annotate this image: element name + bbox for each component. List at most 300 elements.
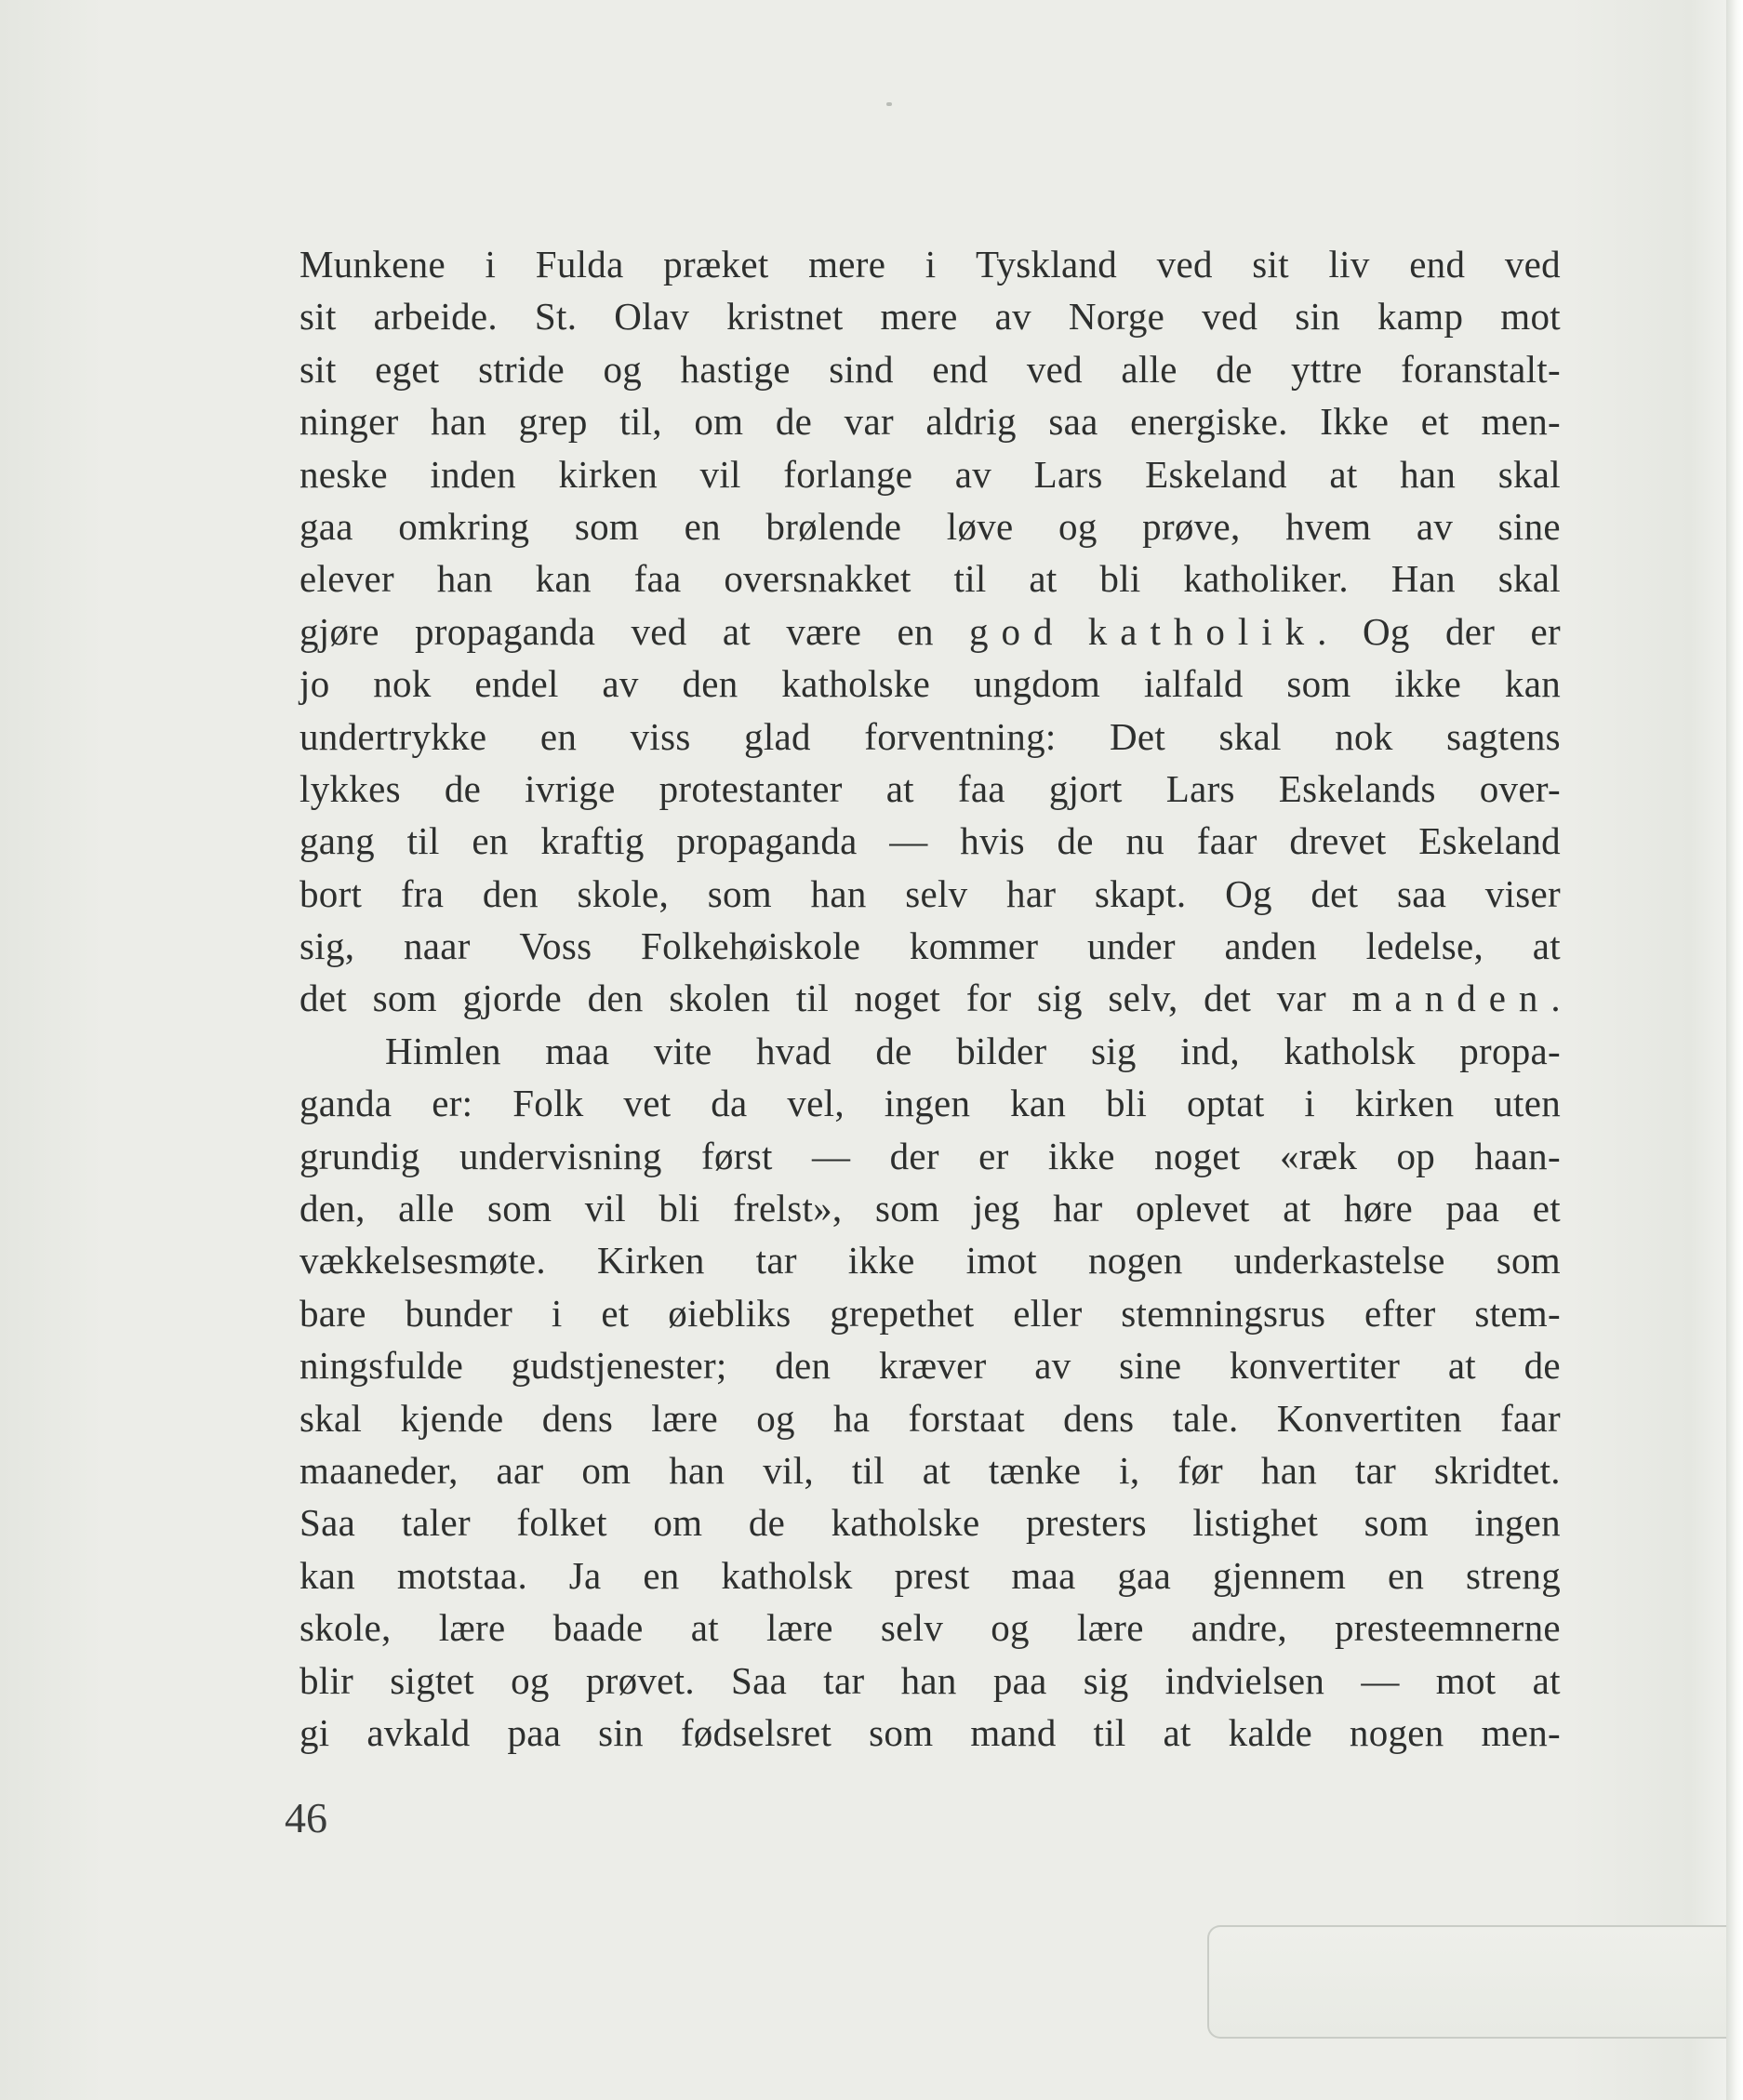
word: vil, <box>763 1448 814 1492</box>
word: alle <box>398 1187 455 1230</box>
word: hvad <box>755 1029 832 1072</box>
word: end <box>932 347 989 391</box>
word: bli <box>659 1187 700 1230</box>
word: til <box>1093 1710 1126 1754</box>
text-line <box>299 815 1561 867</box>
word: faar <box>1500 1396 1561 1440</box>
text-line <box>299 1077 1561 1129</box>
word: til <box>851 1448 885 1492</box>
word: grepethet <box>830 1291 975 1335</box>
word: ingen <box>884 1082 971 1125</box>
word: sig <box>1083 1658 1129 1702</box>
text-line <box>299 552 1561 605</box>
word: han <box>436 557 493 601</box>
word: aldrig <box>925 400 1017 444</box>
word: sit <box>1252 243 1289 286</box>
word: var <box>844 400 894 444</box>
word: selv, <box>1108 977 1178 1020</box>
word: ingen <box>1474 1501 1561 1545</box>
word: nu <box>1125 819 1165 863</box>
word: Han <box>1390 557 1456 601</box>
word: uten <box>1494 1082 1561 1125</box>
word: bli <box>1106 1082 1148 1125</box>
word: haan- <box>1474 1134 1561 1177</box>
word: St. <box>534 295 578 339</box>
word: propaganda <box>415 609 596 653</box>
word: kan <box>299 1553 356 1597</box>
word: inden <box>430 452 516 496</box>
word: Saa <box>731 1658 788 1702</box>
word: mot <box>1500 295 1561 339</box>
word: som <box>487 1187 552 1230</box>
word: aar <box>496 1448 544 1492</box>
word: tale. <box>1172 1396 1239 1440</box>
word: blir <box>299 1658 354 1702</box>
word: Konvertiten <box>1276 1396 1462 1440</box>
word: han <box>1400 452 1457 496</box>
word: være <box>786 609 862 653</box>
word: streng <box>1466 1553 1561 1597</box>
word: faa <box>957 766 1005 810</box>
word: de <box>775 400 813 444</box>
word: er <box>1530 609 1561 653</box>
word: Himlen <box>385 1029 501 1072</box>
word: kamp <box>1377 295 1464 339</box>
word: stem- <box>1474 1291 1561 1335</box>
word: optat <box>1187 1082 1265 1125</box>
word: liv <box>1328 243 1370 286</box>
word: bunder <box>405 1291 513 1335</box>
word: elever <box>299 557 394 601</box>
word: kommer <box>909 924 1039 968</box>
word: at <box>1163 1710 1191 1754</box>
word: Olav <box>614 295 690 339</box>
word: at <box>1283 1187 1311 1230</box>
word: jeg <box>972 1187 1020 1230</box>
word: en <box>472 819 509 863</box>
word: av <box>602 662 639 706</box>
word: — <box>889 819 928 863</box>
word: avkald <box>366 1710 471 1754</box>
word: til <box>953 557 987 601</box>
word: sine <box>1497 504 1561 548</box>
word: kan <box>1010 1082 1067 1125</box>
text-line <box>299 868 1561 920</box>
word: Voss <box>519 924 592 968</box>
word: ikke <box>1047 1134 1115 1177</box>
word: brølende <box>765 504 902 548</box>
word: at <box>885 766 914 810</box>
text-line <box>299 920 1561 972</box>
word: som <box>869 1710 934 1754</box>
word: bli <box>1099 557 1141 601</box>
word: de <box>444 766 482 810</box>
word: til <box>406 819 440 863</box>
word: men- <box>1481 400 1561 444</box>
word: ivrige <box>525 766 616 810</box>
word: protestanter <box>659 766 843 810</box>
word: vil <box>699 452 741 496</box>
word: da <box>711 1082 748 1125</box>
word: sig <box>1037 977 1083 1020</box>
word: Munkene <box>299 243 446 286</box>
word: motstaa. <box>396 1553 528 1597</box>
word: en <box>684 504 721 548</box>
word: ganda <box>299 1082 393 1125</box>
word: listighet <box>1192 1501 1319 1545</box>
word: Fulda <box>535 243 624 286</box>
word: alle <box>1121 347 1178 391</box>
paragraph-1 <box>299 238 1561 1025</box>
word: kan <box>1504 662 1561 706</box>
word: høre <box>1343 1187 1413 1230</box>
word: eget <box>375 347 440 391</box>
word: mand <box>970 1710 1057 1754</box>
word: gjorde <box>462 977 563 1020</box>
word: skal <box>1497 557 1561 601</box>
word: Eskeland <box>1418 819 1561 863</box>
word: og <box>511 1658 550 1702</box>
word: men- <box>1481 1710 1561 1754</box>
text-line <box>299 1496 1561 1548</box>
word: til <box>795 977 829 1020</box>
word: gudstjenester; <box>511 1344 727 1388</box>
word: han <box>431 400 487 444</box>
word: maa <box>545 1029 610 1072</box>
word: Kirken <box>596 1239 705 1283</box>
word: før <box>1178 1448 1224 1492</box>
word: jo <box>299 662 330 706</box>
text-line <box>299 1025 1561 1077</box>
word: var <box>1276 977 1327 1020</box>
word: som <box>874 1187 940 1230</box>
text-line <box>299 972 1561 1024</box>
word: gjort <box>1048 766 1123 810</box>
word: i <box>485 243 497 286</box>
word: de <box>1523 1344 1561 1388</box>
word: naar <box>403 924 471 968</box>
word: sin <box>598 1710 644 1754</box>
word: hvem <box>1285 504 1372 548</box>
word: ikke <box>847 1239 915 1283</box>
word: en <box>539 714 578 758</box>
word: om <box>653 1501 703 1545</box>
word: om <box>694 400 744 444</box>
word: taler <box>401 1501 471 1545</box>
word: glad <box>744 714 811 758</box>
word: ved <box>1156 243 1213 286</box>
word: Ikke <box>1320 400 1390 444</box>
word: drevet <box>1289 819 1387 863</box>
word: «ræk <box>1279 1134 1358 1177</box>
word: skal <box>299 1396 363 1440</box>
word: ningsfulde <box>299 1344 464 1388</box>
word: de <box>1216 347 1253 391</box>
word: oplevet <box>1135 1187 1250 1230</box>
word: gang <box>299 819 375 863</box>
word: fra <box>400 871 445 915</box>
word: vet <box>623 1082 672 1125</box>
word: frelst», <box>733 1187 843 1230</box>
word: som <box>1364 1501 1429 1545</box>
word: at <box>1447 1344 1477 1388</box>
word: som <box>574 504 640 548</box>
word: efter <box>1364 1291 1436 1335</box>
word: Saa <box>299 1501 356 1545</box>
word: lære <box>1076 1606 1144 1650</box>
word: nogen <box>1349 1710 1444 1754</box>
word: en <box>643 1553 680 1597</box>
word: Eskeland <box>1145 452 1287 496</box>
word: anden <box>1224 924 1317 968</box>
page-edge <box>1726 0 1743 2100</box>
word: som <box>372 977 437 1020</box>
word: ved <box>631 609 687 653</box>
word: den <box>775 1344 832 1388</box>
word: i <box>1304 1082 1316 1125</box>
word: indvielsen <box>1164 1658 1325 1702</box>
text-line <box>299 238 1561 290</box>
word: katholske <box>831 1501 980 1545</box>
word: forstaat <box>908 1396 1025 1440</box>
word: sig <box>1090 1029 1137 1072</box>
word: og <box>756 1396 795 1440</box>
word: hastige <box>680 347 791 391</box>
word: oversnakket <box>724 557 911 601</box>
word: selv <box>880 1606 944 1650</box>
word: viser <box>1484 871 1561 915</box>
word: at <box>1329 452 1358 496</box>
word: at <box>922 1448 951 1492</box>
word: tar <box>1354 1448 1397 1492</box>
word: den <box>682 662 738 706</box>
word: fødselsret <box>680 1710 832 1754</box>
word: forlange <box>783 452 913 496</box>
word: ialfald <box>1143 662 1244 706</box>
word: Og <box>1362 609 1410 653</box>
word: sine <box>1119 1344 1182 1388</box>
text-line <box>299 1130 1561 1182</box>
text-line <box>299 1707 1561 1759</box>
word: Lars <box>1165 766 1235 810</box>
word: endel <box>474 662 559 706</box>
word: propaganda <box>676 819 858 863</box>
word: gaa <box>299 504 353 548</box>
word: han <box>810 871 867 915</box>
library-stamp-box <box>1207 1925 1730 2039</box>
word: maa <box>1011 1553 1076 1597</box>
text-line <box>299 448 1561 500</box>
word: vækkelsesmøte. <box>299 1239 546 1283</box>
word: underkastelse <box>1233 1239 1445 1283</box>
word: mot <box>1435 1658 1497 1702</box>
word: — <box>1361 1658 1400 1702</box>
word: har <box>1006 871 1057 915</box>
word: er <box>978 1134 1009 1177</box>
word: det <box>1311 871 1359 915</box>
word: og <box>603 347 643 391</box>
word: tar <box>823 1658 865 1702</box>
body-text <box>299 238 1561 1759</box>
word: skapt. <box>1094 871 1187 915</box>
word: og <box>991 1606 1030 1650</box>
word: gjøre <box>299 609 379 653</box>
word: bort <box>299 871 363 915</box>
word: der <box>1444 609 1496 653</box>
word: energiske. <box>1130 400 1288 444</box>
word: lære <box>438 1606 506 1650</box>
word: ha <box>833 1396 871 1440</box>
text-line <box>299 1602 1561 1654</box>
word: maaneder, <box>299 1448 459 1492</box>
word: sig, <box>299 924 355 968</box>
word: prøvet. <box>585 1658 695 1702</box>
word: skole, <box>299 1606 392 1650</box>
word: Folk <box>512 1082 584 1125</box>
word: under <box>1087 924 1176 968</box>
word: skridtet. <box>1433 1448 1561 1492</box>
word: grundig <box>299 1134 420 1177</box>
word: foranstalt- <box>1401 347 1561 391</box>
word: konvertiter <box>1230 1344 1401 1388</box>
word: den <box>482 871 539 915</box>
word: præket <box>663 243 769 286</box>
word: den <box>587 977 644 1020</box>
text-line <box>299 658 1561 710</box>
word: vite <box>653 1029 712 1072</box>
word: av <box>1416 504 1454 548</box>
word: de <box>1057 819 1094 863</box>
word: til, <box>619 400 662 444</box>
word: skole, <box>577 871 670 915</box>
word: et <box>1420 400 1449 444</box>
word: selv <box>905 871 968 915</box>
word: mere <box>808 243 886 286</box>
word: dens <box>1063 1396 1135 1440</box>
word: et <box>1532 1187 1561 1230</box>
word: en <box>897 609 934 653</box>
word: han <box>1260 1448 1317 1492</box>
word: en <box>1387 1553 1425 1597</box>
word: katholske <box>781 662 931 706</box>
word: sin <box>1295 295 1340 339</box>
word: paa <box>1445 1187 1500 1230</box>
text-line <box>299 395 1561 447</box>
word: som <box>1496 1239 1561 1283</box>
word: Folkehøiskole <box>641 924 861 968</box>
word: baade <box>552 1606 644 1650</box>
word: løve <box>946 504 1014 548</box>
word: saa <box>1396 871 1447 915</box>
word: folket <box>516 1501 607 1545</box>
word: vel, <box>787 1082 845 1125</box>
word: vil <box>584 1187 626 1230</box>
word: at <box>1029 557 1058 601</box>
word: — <box>811 1134 851 1177</box>
word: Tyskland <box>975 243 1118 286</box>
word: at <box>1532 1658 1561 1702</box>
page-number: 46 <box>285 1794 327 1841</box>
word: av <box>994 295 1031 339</box>
word: først <box>700 1134 773 1177</box>
text-line <box>299 1339 1561 1391</box>
word: av <box>1034 1344 1071 1388</box>
word: Norge <box>1068 295 1165 339</box>
word: lære <box>766 1606 833 1650</box>
word: ind, <box>1180 1029 1240 1072</box>
word: det <box>299 977 347 1020</box>
word: lære <box>651 1396 719 1440</box>
word: Ja <box>568 1553 602 1597</box>
text-line <box>299 500 1561 552</box>
word: bare <box>299 1291 366 1335</box>
word: for <box>965 977 1012 1020</box>
word: skolen <box>669 977 771 1020</box>
text-line <box>299 290 1561 342</box>
word: neske <box>299 452 388 496</box>
word: arbeide. <box>373 295 498 339</box>
word: prøve, <box>1142 504 1241 548</box>
word: som <box>1286 662 1351 706</box>
word: ved <box>1026 347 1083 391</box>
text-line <box>299 763 1561 815</box>
word: bilder <box>956 1029 1047 1072</box>
word: paa <box>992 1658 1047 1702</box>
emphasis-word: manden. <box>1351 977 1561 1020</box>
word: propa- <box>1459 1029 1561 1072</box>
word: op <box>1396 1134 1436 1177</box>
word: sind <box>829 347 894 391</box>
word: i <box>925 243 937 286</box>
word: noget <box>854 977 941 1020</box>
word: stride <box>478 347 565 391</box>
word: et <box>601 1291 630 1335</box>
word: omkring <box>398 504 530 548</box>
word: katholsk <box>721 1553 853 1597</box>
word: grep <box>518 400 588 444</box>
word: gaa <box>1117 1553 1172 1597</box>
word: Og <box>1225 871 1272 915</box>
word: over- <box>1479 766 1561 810</box>
text-line <box>299 1549 1561 1602</box>
word: han <box>900 1658 957 1702</box>
text-line <box>299 1655 1561 1707</box>
paragraph-2 <box>299 1025 1561 1759</box>
text-line <box>299 1444 1561 1496</box>
word: skal <box>1497 452 1561 496</box>
word: tænke <box>988 1448 1082 1492</box>
word: kan <box>535 557 592 601</box>
word: den, <box>299 1187 366 1230</box>
word: viss <box>630 714 691 758</box>
word: kjende <box>400 1396 504 1440</box>
word: kræver <box>878 1344 987 1388</box>
word: kraftig <box>540 819 645 863</box>
word: presteemnerne <box>1334 1606 1561 1650</box>
word: ved <box>1202 295 1258 339</box>
word: yttre <box>1291 347 1363 391</box>
word: Eskelands <box>1278 766 1436 810</box>
word: imot <box>965 1239 1037 1283</box>
word: at <box>722 609 752 653</box>
word: kristnet <box>726 295 844 339</box>
word: sigtet <box>390 1658 474 1702</box>
word: tar <box>755 1239 797 1283</box>
word: som <box>707 871 772 915</box>
word: Lars <box>1033 452 1103 496</box>
word: nok <box>1335 714 1393 758</box>
word: forventning: <box>864 714 1057 758</box>
